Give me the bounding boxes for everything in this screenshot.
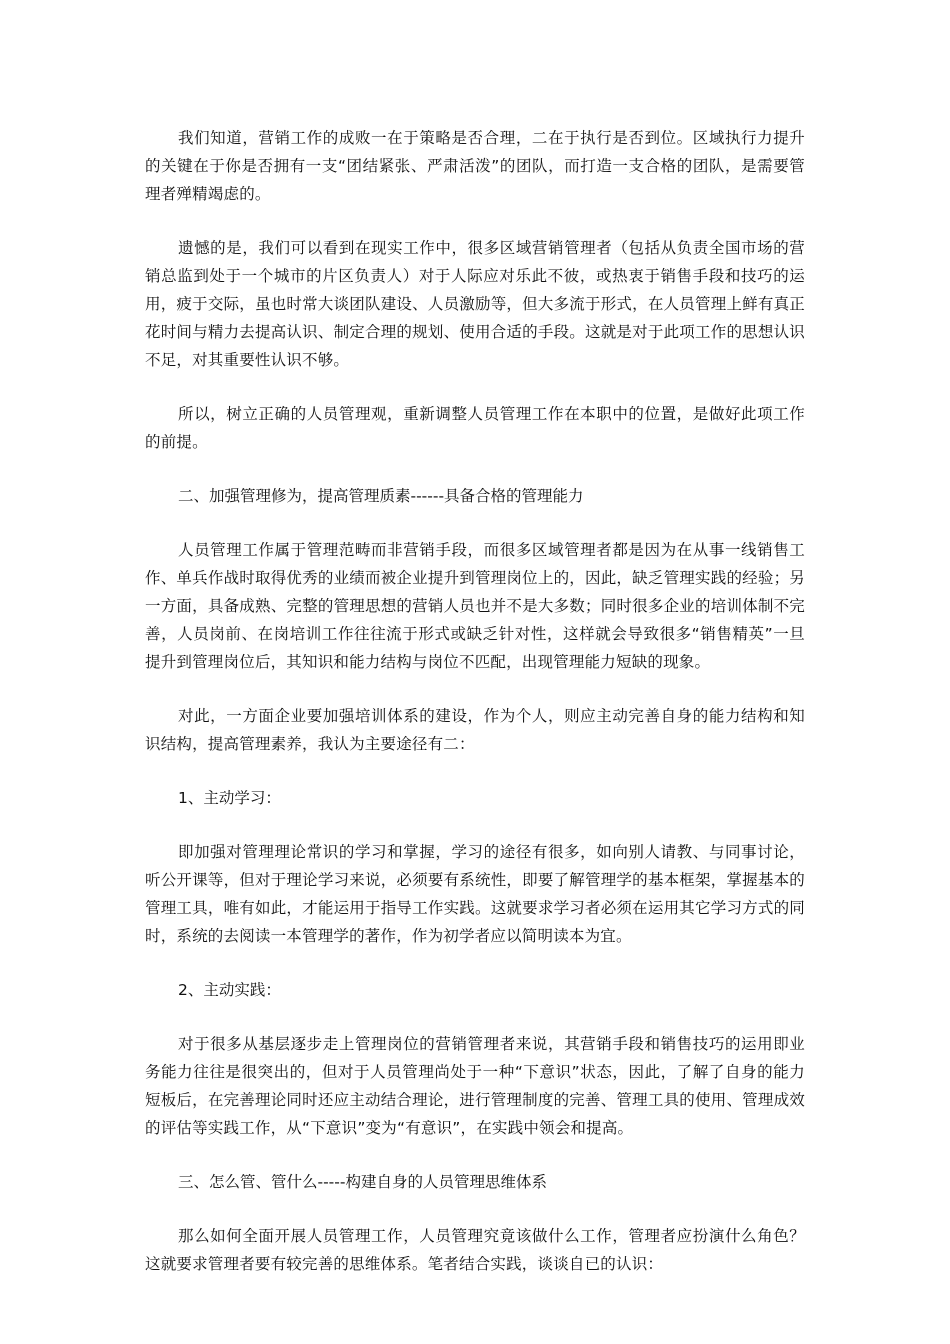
subheading-active-learning: 1、主动学习：: [178, 789, 281, 807]
section-heading-3: 三、怎么管、管什么-----构建自身的人员管理思维体系: [178, 1173, 547, 1191]
document-body: [145, 124, 805, 1304]
paragraph-intro: 我们知道，营销工作的成败一在于策略是否合理，二在于执行是否到位。区域执行力提升的关键在于你是否拥有一支“团结紧张、严肃活泼”的团队，而打造一支合格的团队，是需要管理者殚精竭虑的。: [145, 129, 805, 203]
paragraph-how-to-manage: 那么如何全面开展人员管理工作，人员管理究竟该做什么工作，管理者应扮演什么角色？这就要求管理者要有较完善的思维体系。笔者结合实践，谈谈自已的认识：: [145, 1227, 805, 1273]
paragraph-practice: 对于很多从基层逐步走上管理岗位的营销管理者来说，其营销手段和销售技巧的运用即业务能力往往是很突出的，但对于人员管理尚处于一种“下意识”状态，因此，了解了自身的能力短板后，在完善理论同时还应主动结合理论，进行管理制度的完善、管理工具的使用、管理成效的评估等实践工作，从“下意识”变为“有意识”，在实践中领会和提高。: [145, 1035, 805, 1137]
paragraph-therefore: 所以，树立正确的人员管理观，重新调整人员管理工作在本职中的位置，是做好此项工作的前提。: [145, 405, 805, 451]
paragraph-management-scope: 人员管理工作属于管理范畴而非营销手段，而很多区域管理者都是因为在从事一线销售工作、单兵作战时取得优秀的业绩而被企业提升到管理岗位上的，因此，缺乏管理实践的经验；另一方面，具备成熟、完整的管理思想的营销人员也并不是大多数；同时很多企业的培训体制不完善，人员岗前、在岗培训工作往往流于形式或缺乏针对性，这样就会导致很多“销售精英”一旦提升到管理岗位后，其知识和能力结构与岗位不匹配，出现管理能力短缺的现象。: [145, 541, 805, 671]
paragraph-regret: 遗憾的是，我们可以看到在现实工作中，很多区域营销管理者（包括从负责全国市场的营销总监到处于一个城市的片区负责人）对于人际应对乐此不彼，或热衷于销售手段和技巧的运用，疲于交际，虽也时常大谈团队建设、人员激励等，但大多流于形式，在人员管理上鲜有真正花时间与精力去提高认识、制定合理的规划、使用合适的手段。这就是对于此项工作的思想认识不足，对其重要性认识不够。: [145, 239, 805, 369]
paragraph-two-ways: 对此，一方面企业要加强培训体系的建设，作为个人，则应主动完善自身的能力结构和知识结构，提高管理素养，我认为主要途径有二：: [145, 707, 805, 753]
paragraph-learning: 即加强对管理理论常识的学习和掌握，学习的途径有很多，如向别人请教、与同事讨论，听公开课等，但对于理论学习来说，必须要有系统性，即要了解管理学的基本框架，掌握基本的管理工具，唯有如此，才能运用于指导工作实践。这就要求学习者必须在运用其它学习方式的同时，系统的去阅读一本管理学的著作，作为初学者应以简明读本为宜。: [145, 843, 805, 945]
section-heading-2: 二、加强管理修为，提高管理质素------具备合格的管理能力: [178, 487, 584, 505]
subheading-active-practice: 2、主动实践：: [178, 981, 281, 999]
